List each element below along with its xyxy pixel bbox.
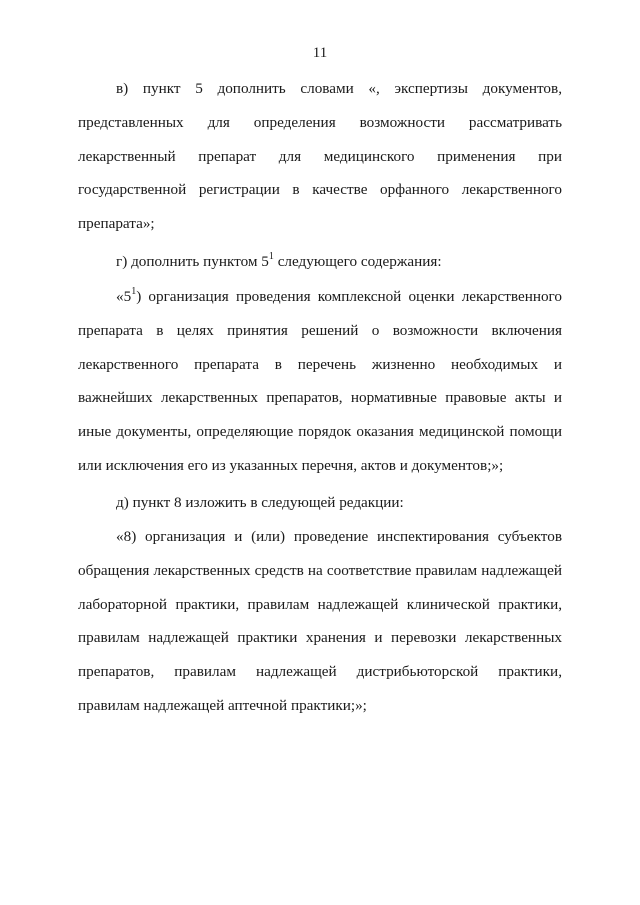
- superscript-one: 1: [131, 285, 137, 297]
- page-number: 11: [312, 45, 328, 61]
- quote-open: «5: [116, 288, 132, 305]
- paragraph-quote-5-1: [78, 280, 562, 483]
- paragraph-item-g-text: г) дополнить пунктом 5: [116, 253, 269, 270]
- paragraph-item-d: д) пункт 8 изложить в следующей редакции:: [116, 494, 404, 511]
- paragraph-quote-8: «8) организация и (или) проведение инспектирования субъектов обращения лекарственных средств на соответствие правилам надлежащей лабораторной практики, правилам надлежащей клинической практики, правилам надлежащей практики хранения и перевозки лекарственных препаратов, правилам надлежащей дистрибьюторской практики, правилам надлежащей аптечной практики;»;: [78, 528, 562, 714]
- quote-text: ) организация проведения комплексной оценки лекарственного препарата в целях принятия решений о возможности включения лекарственного препарата в перечень жизненно необходимых и важнейших лекарственных препаратов, нормативные правовые акты и иные документы, определяющие порядок оказания медицинской помощи или исключения его из указанных перечня, актов и документов;»;: [78, 288, 562, 474]
- paragraph-item-g: [78, 245, 562, 279]
- superscript-one: 1: [268, 250, 274, 262]
- paragraph-item-v: в) пункт 5 дополнить словами «, экспертизы документов, представленных для определения возможности рассматривать лекарственный препарат для медицинского применения при государственной регистрации в качестве орфанного лекарственного препарата»;: [78, 80, 562, 233]
- paragraph-item-g-tail: следующего содержания:: [273, 253, 442, 270]
